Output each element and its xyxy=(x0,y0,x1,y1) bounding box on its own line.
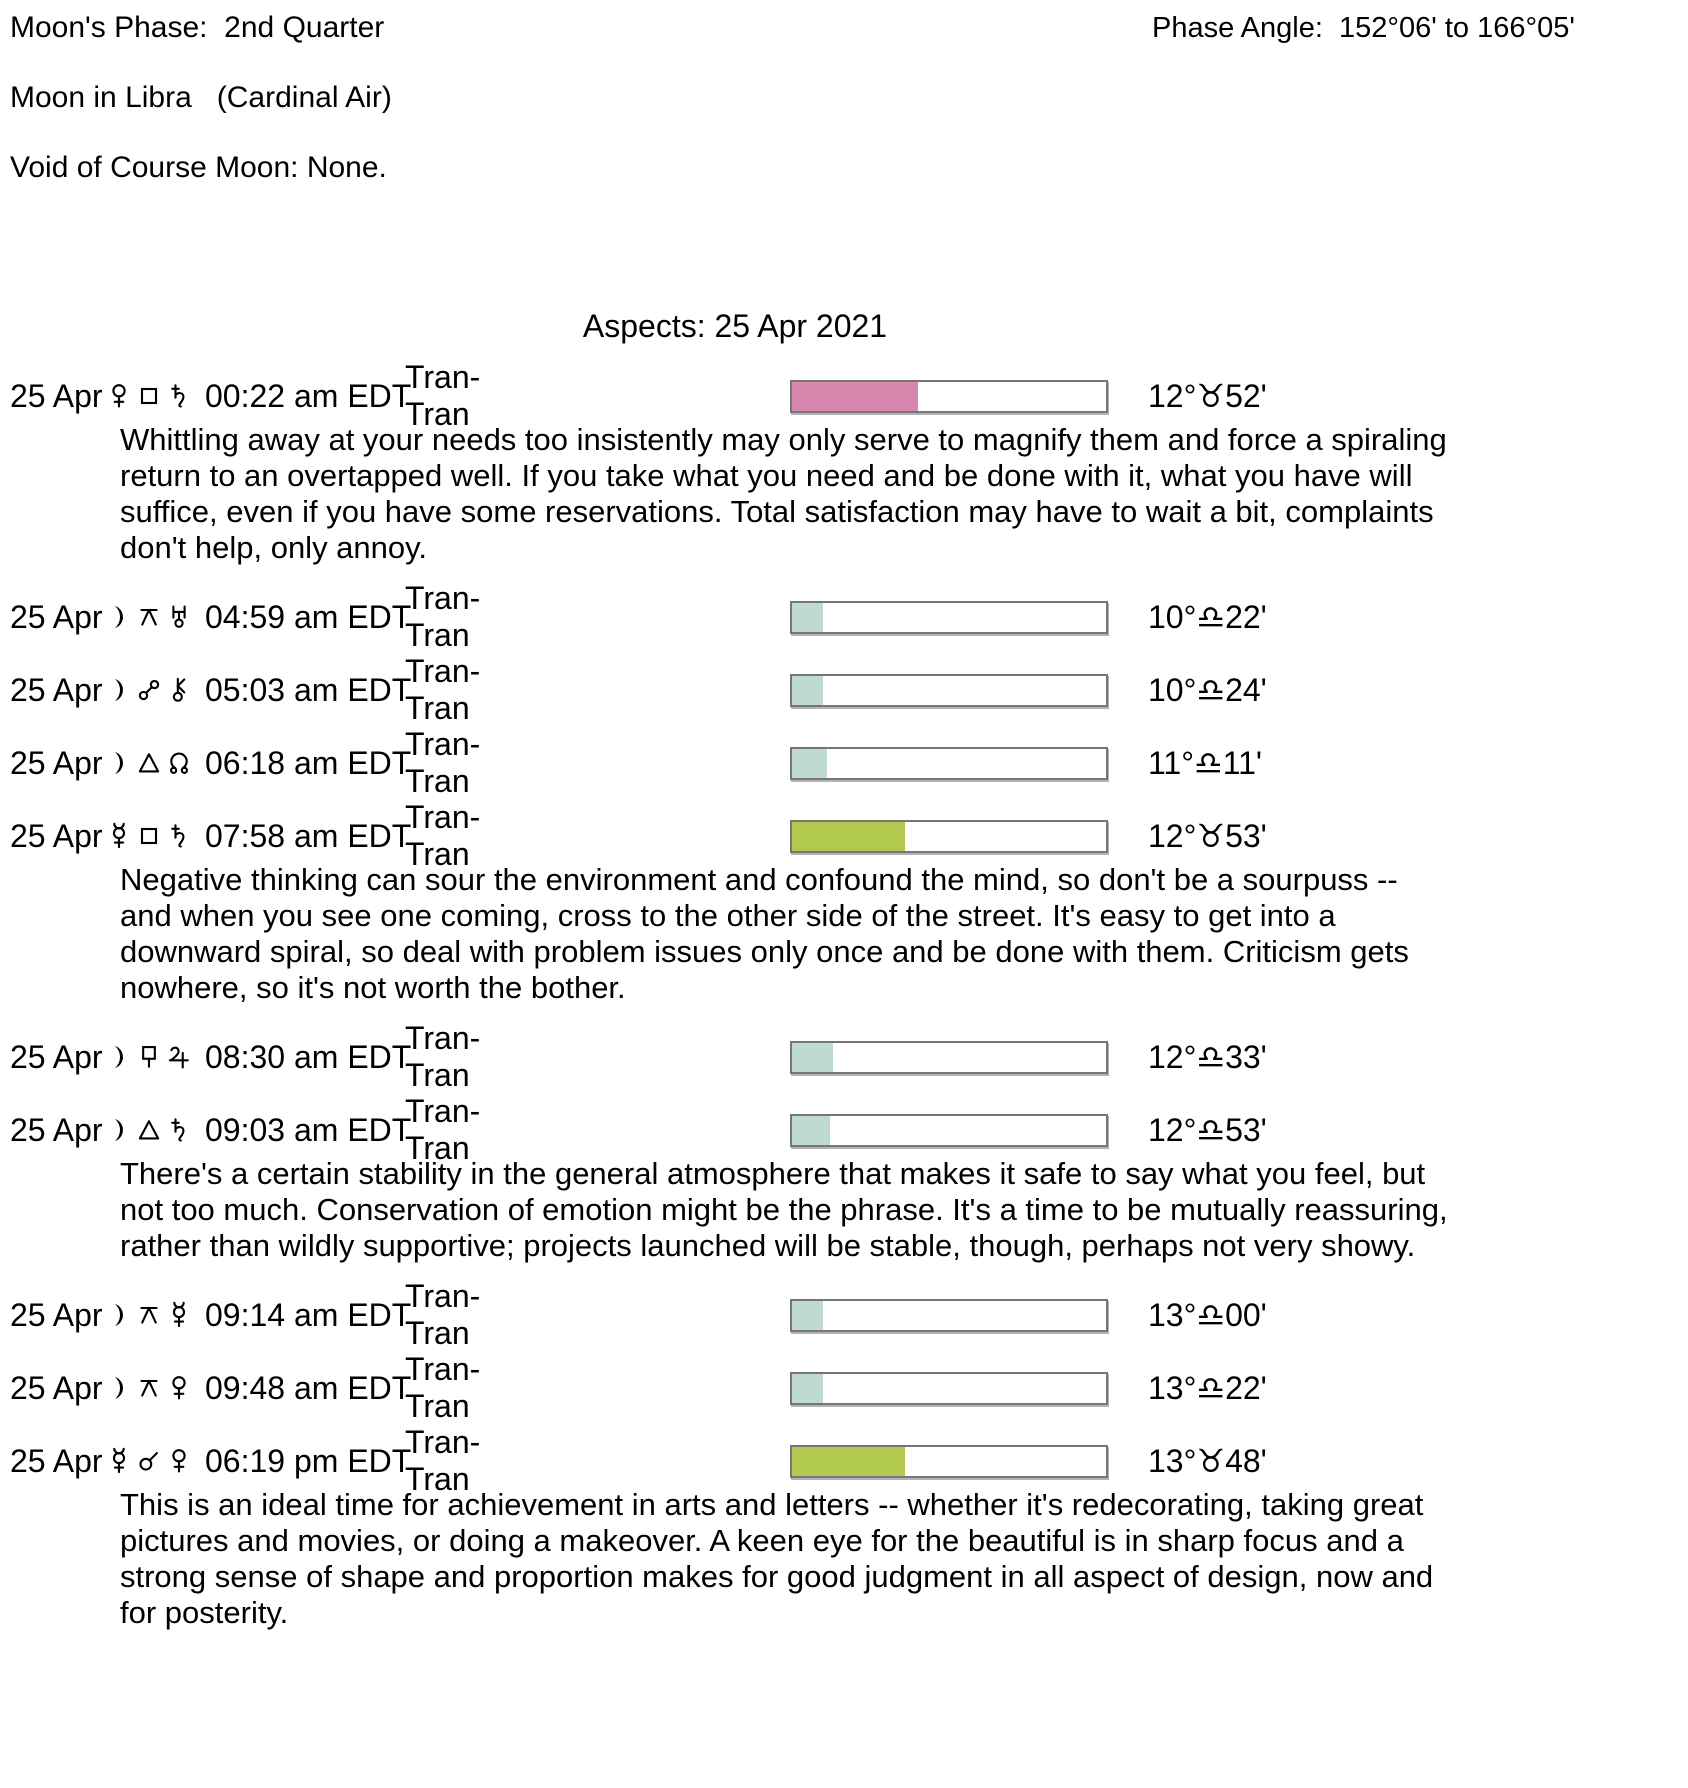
square-aspect-icon xyxy=(135,822,163,850)
venus-icon xyxy=(105,382,133,410)
moon-icon xyxy=(105,1374,133,1402)
orb-strength-fill xyxy=(792,1301,823,1330)
conjunction-aspect-icon xyxy=(135,1447,163,1475)
aspect-interpretation: Negative thinking can sour the environment and confound the mind, so don't be a sourpuss -- and when you see one coming, cross to the other side of the street. It's easy to get into a downward spiral, so deal with problem issues only once and be done with them. Criticism gets nowhere, so it's not worth the bother. xyxy=(120,862,1409,1005)
phase-angle-line: Phase Angle: 152°06' to 166°05' xyxy=(1152,12,1575,44)
moon-icon xyxy=(105,1301,133,1329)
aspect-time: 07:58 am EDT xyxy=(205,817,412,854)
aspect-time: 08:30 am EDT xyxy=(205,1038,412,1075)
aspect-time: 09:14 am EDT xyxy=(205,1296,412,1333)
orb-strength-fill xyxy=(792,749,827,778)
orb-strength-fill xyxy=(792,1447,905,1476)
uranus-icon xyxy=(165,603,193,631)
aspect-time: 06:19 pm EDT xyxy=(205,1442,412,1479)
aspect-degree: 13°♎22' xyxy=(1148,1370,1267,1406)
moon-icon xyxy=(105,676,133,704)
aspect-date: 25 Apr xyxy=(10,377,103,414)
aspect-symbols xyxy=(105,822,205,850)
chiron-icon xyxy=(165,676,193,704)
moon-sign-line: Moon in Libra (Cardinal Air) xyxy=(10,81,392,114)
orb-strength-bar xyxy=(790,1299,1108,1332)
aspect-type: Tran-Tran xyxy=(405,580,481,653)
venus-icon xyxy=(165,1374,193,1402)
aspect-time: 00:22 am EDT xyxy=(205,377,412,414)
aspect-date: 25 Apr xyxy=(10,1111,103,1148)
orb-strength-bar xyxy=(790,747,1108,780)
aspect-type: Tran-Tran xyxy=(405,1020,481,1093)
orb-strength-bar xyxy=(790,1372,1108,1405)
jupiter-icon xyxy=(165,1043,193,1071)
moon-icon xyxy=(105,603,133,631)
aspect-degree: 12°♎53' xyxy=(1148,1112,1267,1148)
aspect-row xyxy=(10,1424,1688,1497)
aspect-interpretation: Whittling away at your needs too insistently may only serve to magnify them and force a spiraling return to an overtapped well. If you take what you need and be done with it, what you have will suffice, even if you have some reservations. Total satisfaction may have to wait a bit, complaints don't help, only annoy. xyxy=(120,422,1447,565)
aspect-symbols xyxy=(105,1447,205,1475)
aspect-type: Tran-Tran xyxy=(405,799,481,872)
trine-aspect-icon xyxy=(135,1116,163,1144)
venus-icon xyxy=(165,1447,193,1475)
mercury-icon xyxy=(105,1447,133,1475)
aspect-symbols xyxy=(105,603,205,631)
aspect-date: 25 Apr xyxy=(10,1296,103,1333)
aspect-row xyxy=(10,1093,1688,1166)
aspect-date: 25 Apr xyxy=(10,1038,103,1075)
moons-phase-line: Moon's Phase: 2nd Quarter xyxy=(10,11,385,44)
orb-strength-bar xyxy=(790,1114,1108,1147)
aspect-time: 05:03 am EDT xyxy=(205,671,412,708)
quincunx-aspect-icon xyxy=(135,1374,163,1402)
aspect-time: 04:59 am EDT xyxy=(205,598,412,635)
orb-strength-bar xyxy=(790,1041,1108,1074)
north-node-icon xyxy=(165,749,193,777)
aspect-symbols xyxy=(105,1301,205,1329)
aspect-time: 09:03 am EDT xyxy=(205,1111,412,1148)
orb-strength-fill xyxy=(792,603,823,632)
aspects-title: Aspects: 25 Apr 2021 xyxy=(582,308,888,344)
aspect-degree: 11°♎11' xyxy=(1148,745,1263,781)
orb-strength-bar xyxy=(790,1445,1108,1478)
orb-strength-fill xyxy=(792,382,918,411)
aspect-row xyxy=(10,359,1688,432)
opposition-aspect-icon xyxy=(135,676,163,704)
aspect-degree: 12°♉52' xyxy=(1148,378,1267,414)
aspect-row xyxy=(10,1020,1688,1093)
aspect-degree: 10°♎22' xyxy=(1148,599,1267,635)
saturn-icon xyxy=(165,1116,193,1144)
quincunx-aspect-icon xyxy=(135,1301,163,1329)
aspect-time: 09:48 am EDT xyxy=(205,1369,412,1406)
aspect-degree: 12°♎33' xyxy=(1148,1039,1267,1075)
aspect-row xyxy=(10,726,1688,799)
aspect-degree: 13°♉48' xyxy=(1148,1443,1267,1479)
moon-icon xyxy=(105,749,133,777)
moon-icon xyxy=(105,1116,133,1144)
aspect-row xyxy=(10,1351,1688,1424)
aspect-type: Tran-Tran xyxy=(405,1351,481,1424)
aspect-type: Tran-Tran xyxy=(405,1424,481,1497)
aspect-date: 25 Apr xyxy=(10,744,103,781)
aspect-row xyxy=(10,799,1688,872)
aspect-type: Tran-Tran xyxy=(405,359,481,432)
orb-strength-bar xyxy=(790,601,1108,634)
aspect-interpretation: There's a certain stability in the general atmosphere that makes it safe to say what you feel, but not too much. Conservation of emotion might be the phrase. It's a time to be mutually reassuring, rather than wildly supportive; projects launched will be stable, though, perhaps not very showy. xyxy=(120,1156,1448,1263)
aspect-interpretation: This is an ideal time for achievement in arts and letters -- whether it's redecorating, taking great pictures and movies, or doing a makeover. A keen eye for the beautiful is in sharp focus and a strong sense of shape and proportion makes for good judgment in all aspect of design, now and for posterity. xyxy=(120,1487,1434,1630)
orb-strength-fill xyxy=(792,1043,833,1072)
orb-strength-bar xyxy=(790,820,1108,853)
aspect-row xyxy=(10,1278,1688,1351)
mercury-icon xyxy=(165,1301,193,1329)
aspect-symbols xyxy=(105,749,205,777)
orb-strength-bar xyxy=(790,380,1108,413)
aspect-row xyxy=(10,580,1688,653)
aspect-date: 25 Apr xyxy=(10,1442,103,1479)
aspect-symbols xyxy=(105,1043,205,1071)
orb-strength-fill xyxy=(792,822,905,851)
aspect-type: Tran-Tran xyxy=(405,1278,481,1351)
aspect-date: 25 Apr xyxy=(10,598,103,635)
aspect-time: 06:18 am EDT xyxy=(205,744,412,781)
orb-strength-fill xyxy=(792,676,823,705)
orb-strength-fill xyxy=(792,1374,823,1403)
quincunx-aspect-icon xyxy=(135,603,163,631)
aspect-date: 25 Apr xyxy=(10,1369,103,1406)
trine-aspect-icon xyxy=(135,749,163,777)
aspect-symbols xyxy=(105,1116,205,1144)
sesquiquadrate-aspect-icon xyxy=(135,1043,163,1071)
aspect-symbols xyxy=(105,676,205,704)
mercury-icon xyxy=(105,822,133,850)
orb-strength-fill xyxy=(792,1116,830,1145)
aspect-degree: 10°♎24' xyxy=(1148,672,1267,708)
aspect-type: Tran-Tran xyxy=(405,726,481,799)
aspect-date: 25 Apr xyxy=(10,817,103,854)
void-of-course-line: Void of Course Moon: None. xyxy=(10,151,387,184)
aspect-row xyxy=(10,653,1688,726)
saturn-icon xyxy=(165,822,193,850)
saturn-icon xyxy=(165,382,193,410)
orb-strength-bar xyxy=(790,674,1108,707)
aspect-degree: 13°♎00' xyxy=(1148,1297,1267,1333)
aspect-degree: 12°♉53' xyxy=(1148,818,1267,854)
aspect-symbols xyxy=(105,1374,205,1402)
aspect-symbols xyxy=(105,382,205,410)
square-aspect-icon xyxy=(135,382,163,410)
aspect-type: Tran-Tran xyxy=(405,653,481,726)
moon-icon xyxy=(105,1043,133,1071)
aspect-type: Tran-Tran xyxy=(405,1093,481,1166)
aspect-date: 25 Apr xyxy=(10,671,103,708)
